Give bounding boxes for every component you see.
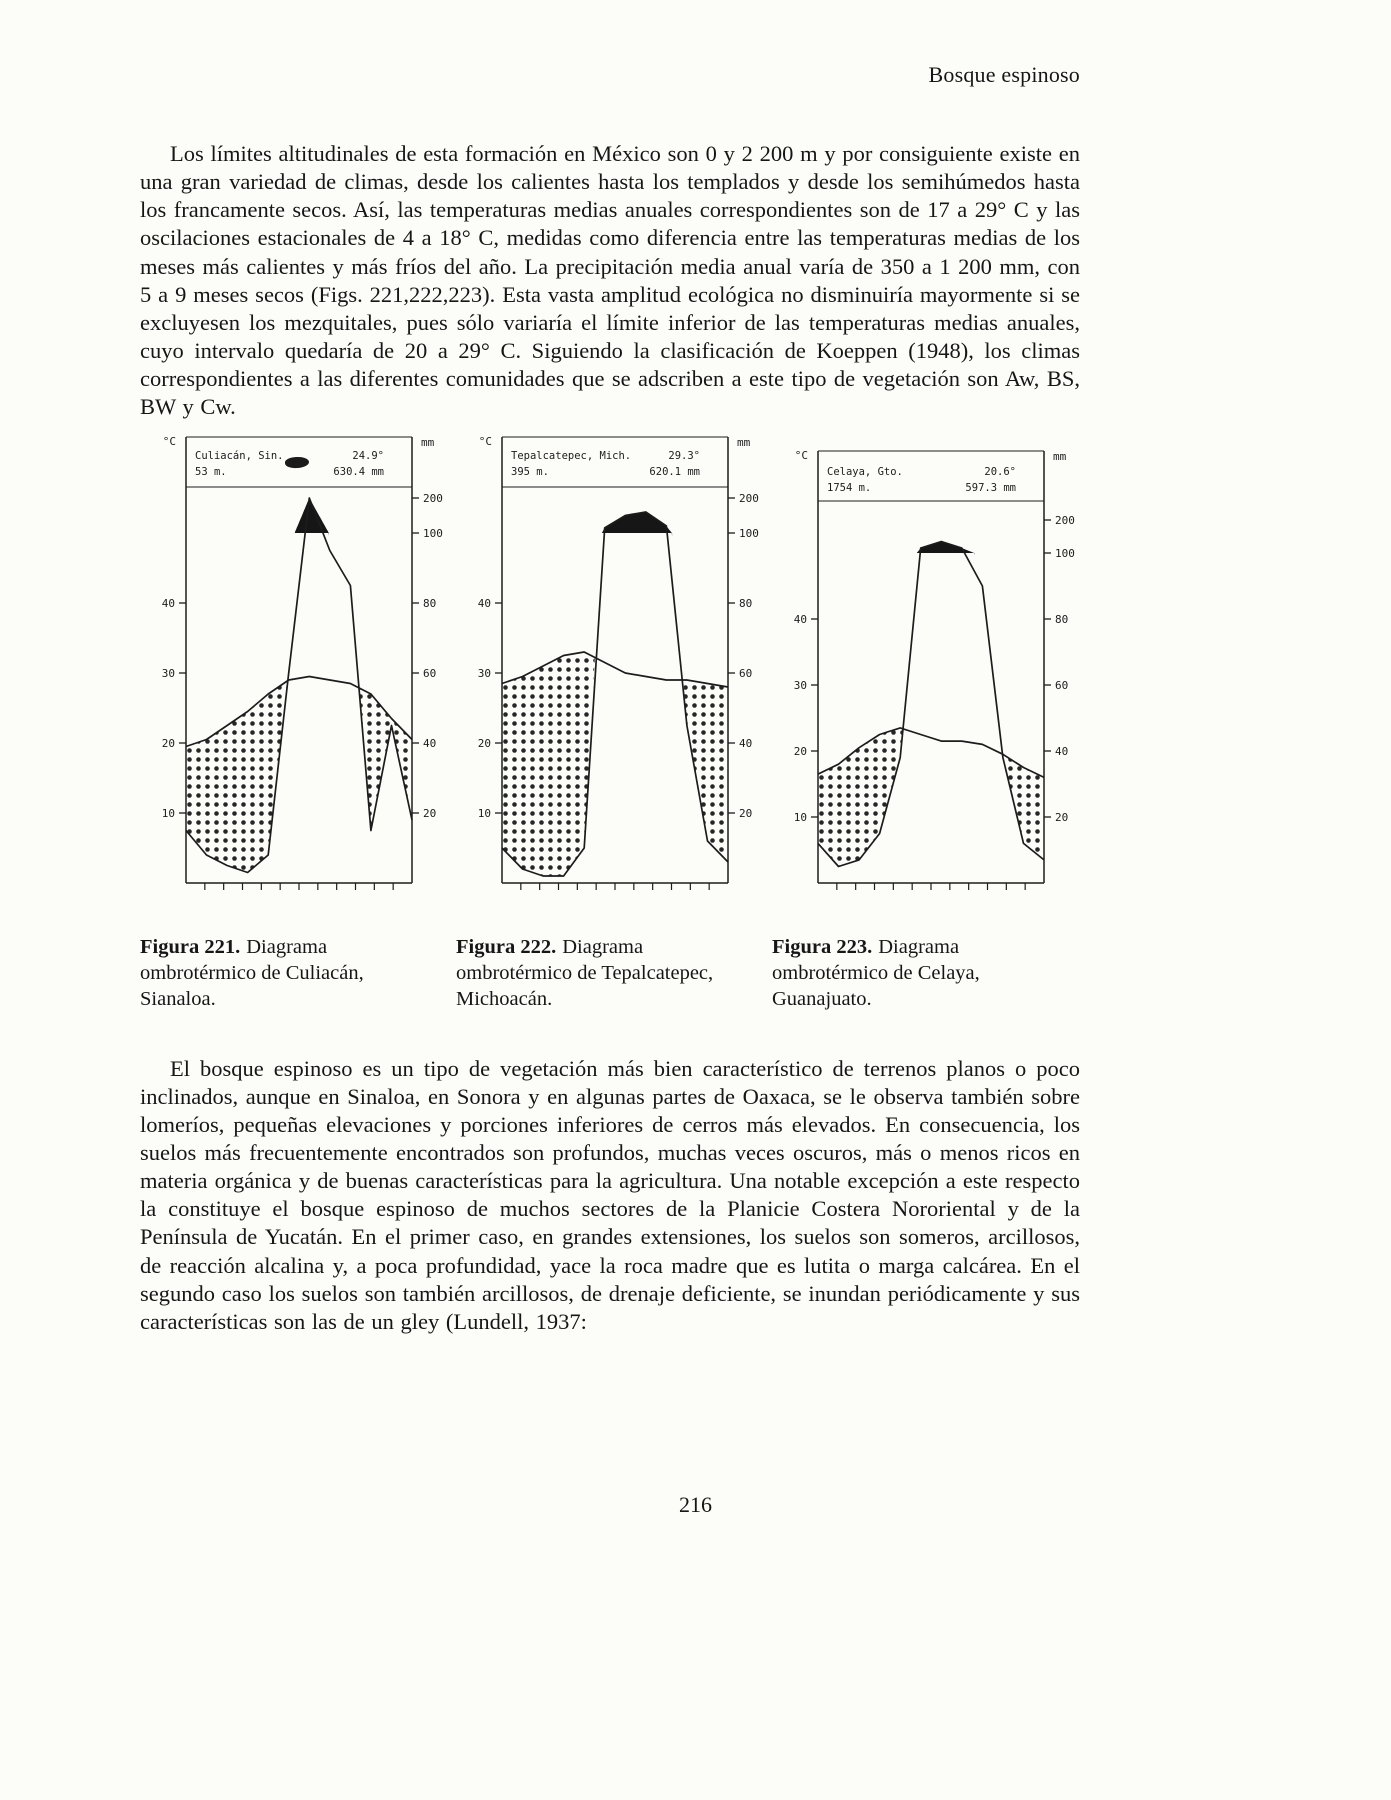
temp-tick-label: 20 [793, 745, 807, 759]
station-name: Celaya, Gto. [827, 466, 903, 479]
station-name: Culiacán, Sin. [195, 450, 284, 463]
precip-tick-label: 60 [423, 667, 437, 681]
temp-tick-label: 10 [793, 811, 807, 825]
paragraph-climate-limits: Los límites altitudinales de esta formación en México son 0 y 2 200 m y por consiguiente existe en una gran variedad de climas, desde los calientes hasta los templados y desde los semihúmedos hasta los francamente secos. Así, las temperaturas medias anuales correspondientes son de 17 a 29° C y las oscilaciones estacionales de 4 a 18° C, medidas como diferencia entre las temperaturas medias de los meses más calientes y más fríos del año. La precipitación media anual varía de 350 a 1 200 mm, con 5 a 9 meses secos (Figs. 221,222,223). Esta vasta amplitud ecológica no disminuiría mayormente si se excluyesen los mezquitales, pues sólo variaría el límite inferior de las temperaturas medias anuales, cuyo intervalo quedaría de 20 a 29° C. Siguiendo la clasificación de Koeppen (1948), los climas correspondientes a las diferentes comunidades que se adscriben a este tipo de vegetación son Aw, BS, BW y Cw. [140, 141, 1080, 420]
temp-tick-label: 20 [161, 737, 175, 751]
precip-tick-label: 60 [1055, 679, 1069, 693]
figure-222 [456, 431, 764, 1012]
figures-row [140, 431, 1080, 1012]
climate-diagram-culiacan [140, 431, 448, 909]
precip-tick-label: 100 [739, 527, 759, 541]
temp-tick-label: 40 [477, 597, 491, 611]
figure-223-label: Figura 223. [772, 936, 873, 959]
station-mean-temp: 20.6° [984, 466, 1016, 479]
figure-221-label: Figura 221. [140, 936, 241, 959]
temp-axis-unit-label: °C [794, 449, 808, 463]
temp-tick-label: 30 [477, 667, 491, 681]
figure-223-text: Diagrama ombrotérmico de Celaya, Guanajuato. [772, 936, 980, 1010]
ombrothermic-chart-svg [772, 431, 1080, 909]
dry-season-stipple [186, 681, 288, 873]
precip-tick-label: 40 [1055, 745, 1069, 759]
precip-tick-label: 80 [739, 597, 753, 611]
station-name: Tepalcatepec, Mich. [511, 450, 632, 463]
climate-diagram-tepalcatepec [456, 431, 764, 909]
precip-tick-label: 200 [1055, 514, 1075, 528]
precip-tick-label: 20 [423, 807, 437, 821]
station-elevation: 53 m. [195, 466, 227, 479]
station-annual-precip: 620.1 mm [649, 466, 700, 479]
temp-axis-unit-label: °C [478, 435, 492, 449]
temp-tick-label: 10 [161, 807, 175, 821]
station-mean-temp: 29.3° [668, 450, 700, 463]
dry-season-stipple [502, 652, 595, 876]
ombrothermic-chart-svg [456, 431, 764, 909]
temp-tick-label: 10 [477, 807, 491, 821]
figure-222-text: Diagrama ombrotérmico de Tepalcatepec, Michoacán. [456, 936, 714, 1010]
paragraph-bosque-espinoso: El bosque espinoso es un tipo de vegetación más bien característico de terrenos planos o poco inclinados, aunque en Sinaloa, en Sonora y en algunas partes de Oaxaca, se le observa también sobre lomeríos, pequeñas elevaciones y porciones inferiores de cerros más elevados. En consecuencia, los suelos más frecuentemente encontrados son profundos, muchas veces oscuros, más o menos ricos en materia orgánica y de buenas características para la agricultura. Una notable excepción a este respecto la constituye el bosque espinoso de muchos sectores de la Planicie Costera Nororiental y de la Península de Yucatán. En el primer caso, en grandes extensiones, los suelos son someros, arcillosos, de reacción alcalina y, a poca profundidad, yace la roca madre que es lutita o marga calcárea. En el segundo caso los suelos son también arcillosos, de drenaje deficiente, se inundan periódicamente y sus características son las de un gley (Lundell, 1937: [140, 1055, 1080, 1334]
running-header: Bosque espinoso [928, 62, 1080, 87]
temp-tick-label: 30 [161, 667, 175, 681]
climate-diagram-celaya [772, 431, 1080, 909]
precip-tick-label: 100 [423, 527, 443, 541]
temp-tick-label: 20 [477, 737, 491, 751]
figure-221 [140, 431, 448, 1012]
precip-axis-unit-label: mm [421, 436, 435, 450]
precip-tick-label: 80 [1055, 613, 1069, 627]
precip-tick-label: 80 [423, 597, 437, 611]
temp-tick-label: 40 [793, 613, 807, 627]
temp-tick-label: 40 [161, 597, 175, 611]
precip-tick-label: 200 [423, 492, 443, 506]
ombrothermic-chart-svg [140, 431, 448, 909]
precip-axis-unit-label: mm [1053, 450, 1067, 464]
temp-tick-label: 30 [793, 679, 807, 693]
precip-tick-label: 200 [739, 492, 759, 506]
figure-221-text: Diagrama ombrotérmico de Culiacán, Sianaloa. [140, 936, 364, 1010]
figure-222-caption [456, 935, 740, 1012]
figure-222-label: Figura 222. [456, 936, 557, 959]
temp-axis-unit-label: °C [162, 435, 176, 449]
station-mean-temp: 24.9° [352, 450, 384, 463]
precip-tick-label: 20 [1055, 811, 1069, 825]
station-annual-precip: 630.4 mm [333, 466, 384, 479]
page-number: 216 [679, 1492, 712, 1517]
excess-precip-cap [602, 512, 672, 537]
station-elevation: 395 m. [511, 466, 549, 479]
precip-axis-unit-label: mm [737, 436, 751, 450]
station-annual-precip: 597.3 mm [965, 482, 1016, 495]
precip-tick-label: 20 [739, 807, 753, 821]
precip-tick-label: 60 [739, 667, 753, 681]
figure-223-caption [772, 935, 1056, 1012]
precip-tick-label: 100 [1055, 547, 1075, 561]
figure-223 [772, 431, 1080, 1012]
station-elevation: 1754 m. [827, 482, 872, 495]
precip-tick-label: 40 [739, 737, 753, 751]
figure-221-caption [140, 935, 424, 1012]
precip-tick-label: 40 [423, 737, 437, 751]
page-content [140, 0, 1080, 1336]
